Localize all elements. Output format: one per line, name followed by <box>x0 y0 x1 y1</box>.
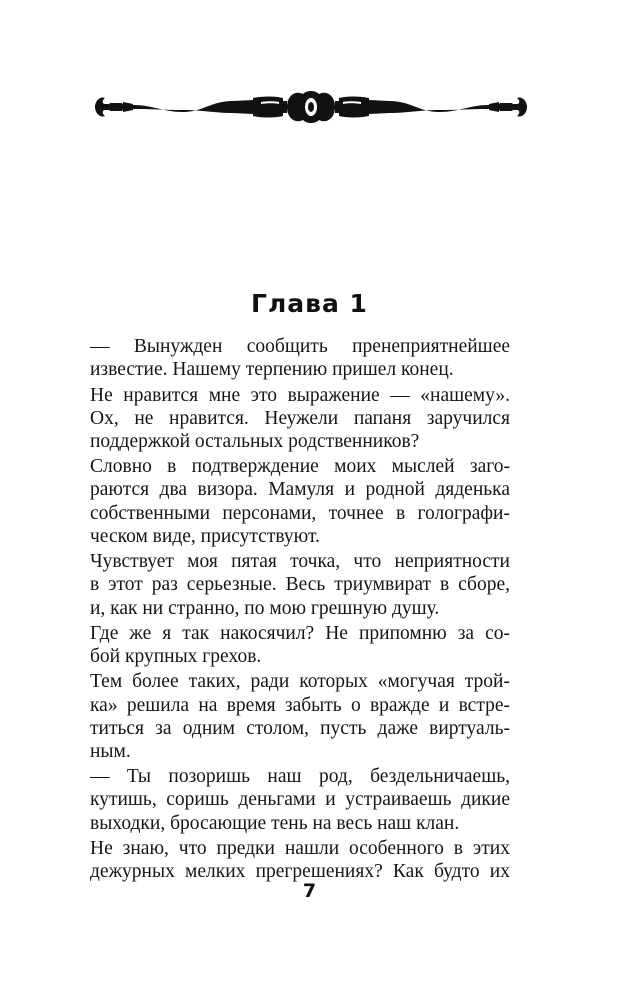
paragraph <box>90 335 510 381</box>
text-line: ным. <box>90 740 131 762</box>
text-line: известие. Нашему терпению пришел конец. <box>90 359 454 381</box>
chapter-title: Глава 1 <box>251 289 368 318</box>
paragraph <box>90 670 510 763</box>
text-line: собственными персонами, точнее в голографи- <box>90 502 510 524</box>
text-line: титься за одним столом, пусть даже виртуаль- <box>90 717 510 739</box>
text-line: ческом виде, присутствуют. <box>90 525 320 547</box>
text-line: Где же я так накосячил? Не припомню за со- <box>90 622 510 644</box>
text-line: Не нравится мне это выражение — «нашему». <box>90 384 510 406</box>
text-line: поддержкой остальных родственников? <box>90 430 420 452</box>
text-line: бой крупных грехов. <box>90 646 262 668</box>
text-line: выходки, бросающие тень на весь наш клан. <box>90 812 460 834</box>
paragraph <box>90 550 510 620</box>
paragraph <box>90 622 510 668</box>
paragraph <box>90 384 510 454</box>
text-line: Тем более таких, ради которых «могучая трой- <box>90 671 510 693</box>
text-line: — Вынужден сообщить пренеприятнейшее <box>90 336 510 357</box>
text-line: Ох, не нравится. Неужели папаня заручился <box>90 407 510 429</box>
paragraph <box>90 765 510 835</box>
body-text <box>90 335 510 885</box>
paragraph <box>90 455 510 548</box>
text-line: ка» решила на время забыть о вражде и встре- <box>90 694 510 716</box>
text-line: раются два визора. Мамуля и родной дяденька <box>90 479 510 501</box>
text-line: кутишь, соришь деньгами и устраиваешь дикие <box>90 789 510 811</box>
text-line: дежурных мелких прегрешениях? Как будто их <box>90 861 510 883</box>
page-number: 7 <box>302 880 317 902</box>
text-line: Словно в подтверждение моих мыслей заго- <box>90 456 510 478</box>
text-line: в этот раз серьезные. Весь триумвират в сборе, <box>90 574 510 596</box>
text-line: Не знаю, что предки нашли особенного в этих <box>90 837 510 859</box>
paragraph <box>90 837 510 883</box>
text-line: и, как ни странно, по мою грешную душу. <box>90 597 440 619</box>
chapter-ornament-icon <box>93 86 529 128</box>
text-line: Чувствует моя пятая точка, что неприятности <box>90 551 510 573</box>
text-line: — Ты позоришь наш род, бездельничаешь, <box>90 766 510 788</box>
